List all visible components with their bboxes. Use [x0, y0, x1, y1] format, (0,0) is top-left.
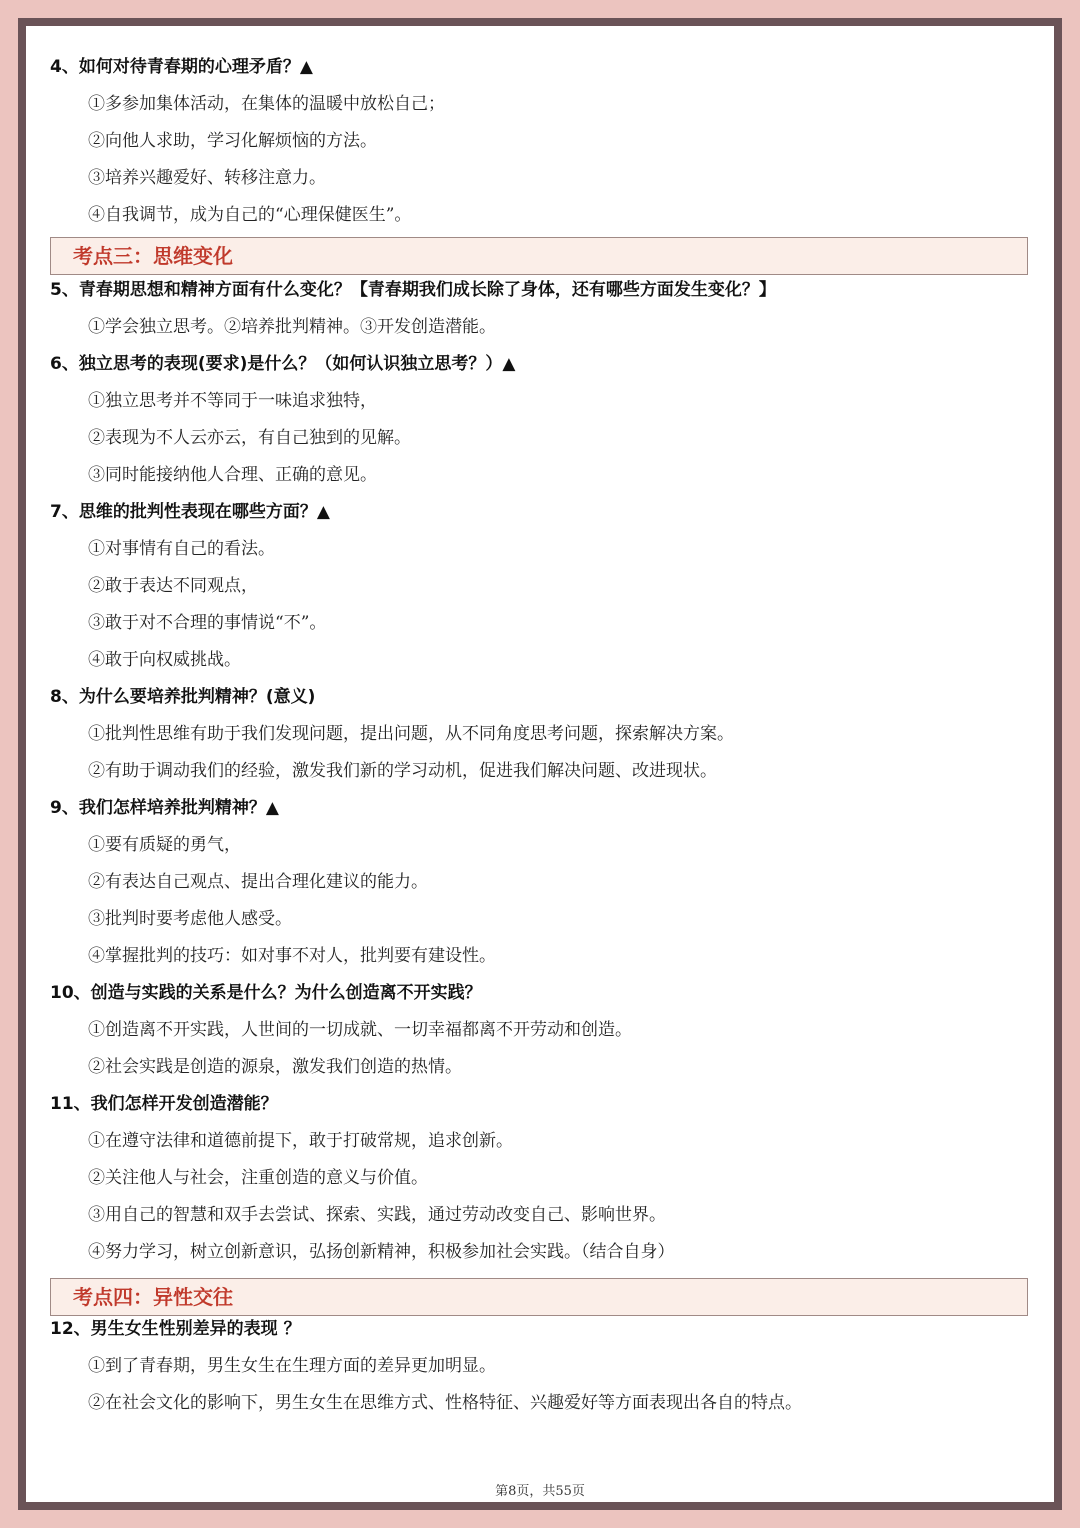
answer-line: ①创造离不开实践，人世间的一切成就、一切幸福都离不开劳动和创造。	[88, 1020, 632, 1040]
question-heading: 8、为什么要培养批判精神？(意义)	[50, 687, 316, 707]
answer-line: ①要有质疑的勇气，	[88, 835, 241, 855]
answer-line: ④自我调节，成为自己的“心理保健医生”。	[88, 205, 412, 225]
answer-line: ③用自己的智慧和双手去尝试、探索、实践，通过劳动改变自己、影响世界。	[88, 1205, 666, 1225]
answer-line: ③培养兴趣爱好、转移注意力。	[88, 168, 326, 188]
answer-line: ②有助于调动我们的经验，激发我们新的学习动机，促进我们解决问题、改进现状。	[88, 761, 717, 781]
answer-line: ①到了青春期，男生女生在生理方面的差异更加明显。	[88, 1356, 496, 1376]
answer-line: ①批判性思维有助于我们发现问题，提出问题，从不同角度思考问题，探索解决方案。	[88, 724, 734, 744]
section-header	[50, 1278, 1028, 1316]
answer-line: ②在社会文化的影响下，男生女生在思维方式、性格特征、兴趣爱好等方面表现出各自的特点。	[88, 1393, 802, 1413]
answer-line: ①在遵守法律和道德前提下，敢于打破常规，追求创新。	[88, 1131, 513, 1151]
answer-line: ④努力学习，树立创新意识，弘扬创新精神，积极参加社会实践。（结合自身）	[88, 1242, 675, 1262]
answer-line: ①学会独立思考。②培养批判精神。③开发创造潜能。	[88, 317, 496, 337]
section-title: 考点四：异性交往	[73, 1285, 233, 1309]
question-heading: 12、男生女生性别差异的表现 ？	[50, 1319, 301, 1339]
section-title: 考点三：思维变化	[73, 244, 233, 268]
question-heading: 11、我们怎样开发创造潜能？	[50, 1094, 278, 1114]
answer-line: ①对事情有自己的看法。	[88, 539, 275, 559]
question-heading: 4、如何对待青春期的心理矛盾？▲	[50, 57, 313, 77]
answer-line: ②表现为不人云亦云，有自己独到的见解。	[88, 428, 411, 448]
question-heading: 9、我们怎样培养批判精神？▲	[50, 798, 279, 818]
question-heading: 5、青春期思想和精神方面有什么变化？【青春期我们成长除了身体，还有哪些方面发生变化？】	[50, 280, 776, 300]
answer-line: ②向他人求助，学习化解烦恼的方法。	[88, 131, 377, 151]
answer-line: ①独立思考并不等同于一味追求独特，	[88, 391, 377, 411]
answer-line: ②有表达自己观点、提出合理化建议的能力。	[88, 872, 428, 892]
answer-line: ③敢于对不合理的事情说“不”。	[88, 613, 327, 633]
page-footer: 第8页，共55页	[495, 1484, 585, 1499]
answer-line: ③同时能接纳他人合理、正确的意见。	[88, 465, 377, 485]
answer-line: ④敢于向权威挑战。	[88, 650, 241, 670]
question-heading: 10、创造与实践的关系是什么？为什么创造离不开实践？	[50, 983, 482, 1003]
answer-line: ①多参加集体活动，在集体的温暖中放松自己；	[88, 94, 445, 114]
answer-line: ②敢于表达不同观点，	[88, 576, 258, 596]
question-heading: 7、思维的批判性表现在哪些方面？▲	[50, 502, 330, 522]
question-heading: 6、独立思考的表现(要求)是什么？（如何认识独立思考？）▲	[50, 354, 516, 374]
document-page	[26, 26, 1054, 1502]
answer-line: ②关注他人与社会，注重创造的意义与价值。	[88, 1168, 428, 1188]
answer-line: ④掌握批判的技巧：如对事不对人，批判要有建设性。	[88, 946, 496, 966]
answer-line: ②社会实践是创造的源泉，激发我们创造的热情。	[88, 1057, 462, 1077]
section-header	[50, 237, 1028, 275]
answer-line: ③批判时要考虑他人感受。	[88, 909, 292, 929]
